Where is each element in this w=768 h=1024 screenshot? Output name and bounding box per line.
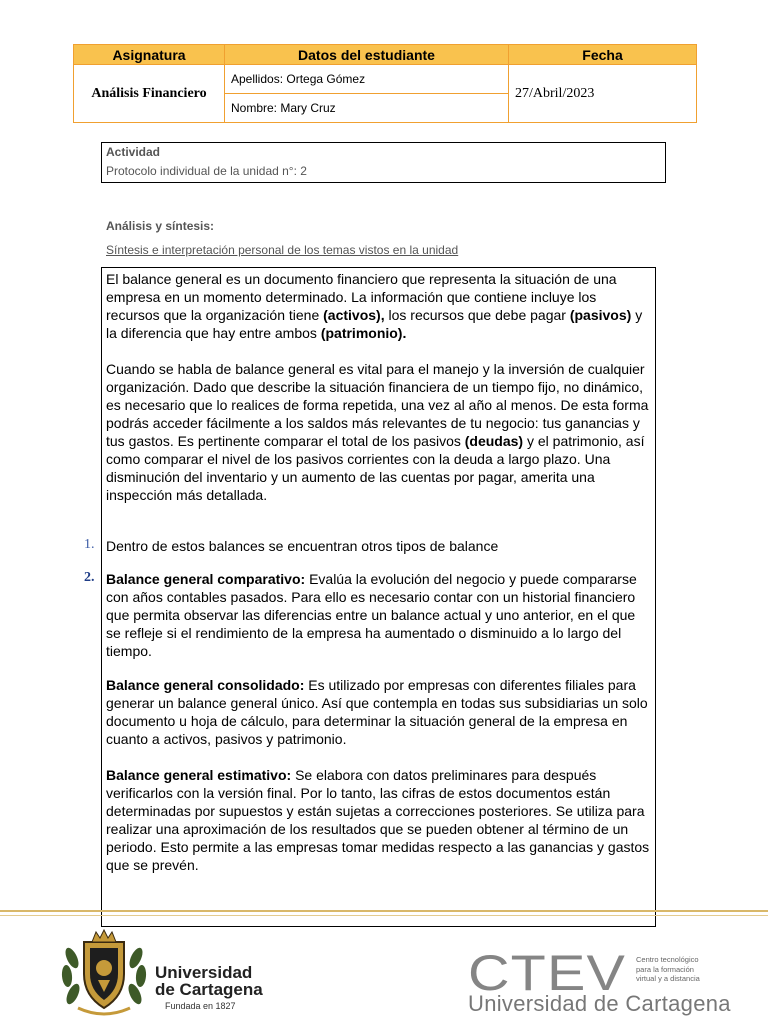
footer-gold-line-thin [0,915,768,916]
ctev-logo [468,950,628,995]
university-crest-icon [58,928,150,1016]
list-number-2: 2. [84,570,95,585]
student-surname: Apellidos: Ortega Gómez [225,65,509,94]
ctev-university-name: Universidad de Cartagena [468,991,731,1016]
date-cell: 27/Abril/2023 [509,65,697,123]
svg-text:CTEV: CTEV [468,950,626,995]
col-date-header: Fecha [509,45,697,65]
subject-cell: Análisis Financiero [74,65,225,123]
paragraph-balance: Cuando se habla de balance general es vital para el manejo y la inversión de cualquier organización. Dado que describe la situación financiera de un tiempo fijo, no dinámico, es necesario que lo realices de forma repetida, una vez al año al menos. De esta forma podrás acceder fácilmente a los saldos más relevantes de tu negocio: tus ganancias y tus gastos. Es pertinente comparar el total de los pasivos (deudas) y el patrimonio, así como comparar el nivel de los pasivos corrientes con la deuda a largo plazo. Una disminución del inventario y un aumento de las cuentas por pagar, amerita una inspección más detallada. [106,361,649,503]
col-student-header: Datos del estudiante [225,45,509,65]
header-table [73,44,697,123]
student-name: Nombre: Mary Cruz [225,94,509,123]
university-name: Universidad de Cartagena [155,963,263,999]
list-item-comparativo: Balance general comparativo: Evalúa la evolución del negocio y puede compararse con años contables pasados. Para ello es necesario contar con un historial financiero que permita observar las diferencias entre un balance actual y uno anterior, en el que se refleje si el rendimiento de la empresa ha aumentado o disminuido a lo largo del tiempo. [106,571,637,659]
paragraph-estimativo: Balance general estimativo: Se elabora con datos preliminares para después verificarlos con la versión final. Por lo tanto, las cifras de estos documentos están determinadas por supuestos y están sujetas a correcciones posteriores. Se utiliza para realizar una aproximación de los resultados que se pueden obtener al término de un periodo. Esto permite a las empresas tomar medidas respecto a las ganancias y gastos que se prevén. [106,767,650,873]
ctev-tagline: Centro tecnológico para la formación virtual y a distancia [636,955,700,983]
list-number-1: 1. [84,537,95,552]
col-subject-header: Asignatura [74,45,225,65]
activity-label: Actividad [106,145,161,159]
activity-box [101,142,666,183]
paragraph-intro: El balance general es un documento financiero que representa la situación de una empresa en un momento determinado. La información que contiene incluye los recursos que la organización tiene (activos), los recursos que debe pagar (pasivos) y la diferencia que hay entre ambos (patrimonio). [106,271,643,341]
university-founded: Fundada en 1827 [165,1001,236,1011]
activity-value: Protocolo individual de la unidad n°: 2 [106,164,307,178]
paragraph-consolidado: Balance general consolidado: Es utilizado por empresas con diferentes filiales para generar un balance general único. Así que contempla en todas sus subsidiarias un solo documento u hoja de cálculo, para determinar la situación general de la empresa en cuanto a activos, pasivos y patrimonio. [106,677,648,747]
footer-gold-line [0,910,768,912]
section-subtitle: Síntesis e interpretación personal de los temas vistos en la unidad [106,243,459,257]
section-title: Análisis y síntesis: [106,219,215,233]
list-item-types: Dentro de estos balances se encuentran otros tipos de balance [106,538,499,554]
